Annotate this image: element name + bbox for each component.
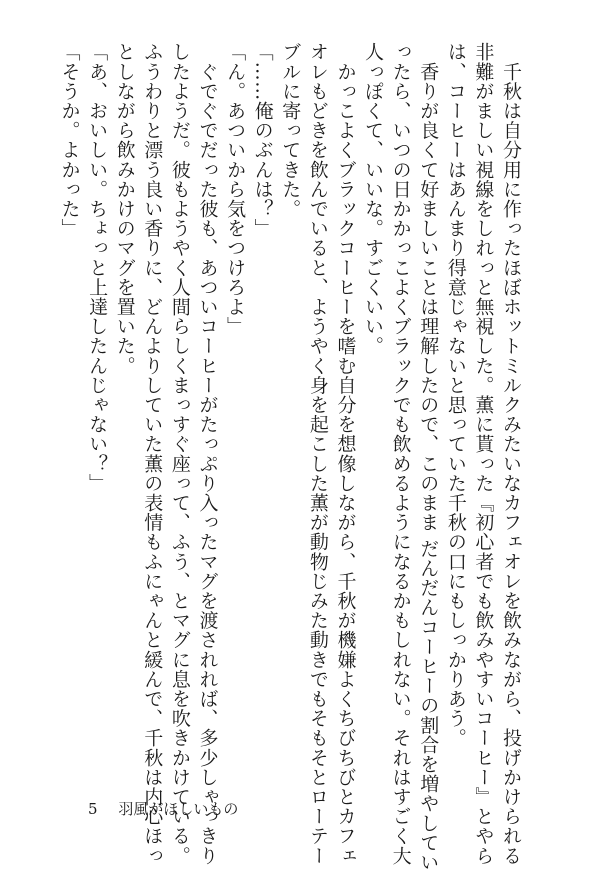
text-line: 人っぽくて、いいな。すごくいい。 bbox=[362, 42, 385, 356]
text-line: 千秋は自分用に作ったほぼホットミルクみたいなカフェオレを飲みながら、投げかけられる bbox=[500, 42, 522, 866]
text-line: オレもどきを飲んでいると、ようやく身を起こした薫が動物じみた動きでもそもそとローテー bbox=[306, 42, 329, 866]
text-line: 「あ、おいしい。ちょっと上達したんじゃない？」 bbox=[86, 42, 109, 493]
page-number: 5 bbox=[88, 800, 98, 818]
text-line: としながら飲みかけのマグを置いた。 bbox=[113, 42, 136, 376]
text-line: ブルに寄ってきた。 bbox=[279, 42, 302, 219]
running-title: 羽風がほしいもの bbox=[118, 800, 239, 818]
text-line: 「そうか。よかった」 bbox=[58, 42, 81, 238]
text-line: 非難がましい視線をしれっと無視した。薫に貰った『初心者でも飲みやすいコーヒー』とやら bbox=[472, 42, 495, 866]
text-line: 「ん。あついから気をつけろよ」 bbox=[224, 42, 247, 336]
text-line: かっこよくブラックコーヒーを嗜む自分を想像しながら、千秋が機嫌よくちびちびとカフェ bbox=[334, 42, 357, 866]
text-line: 香りが良くて好ましいことは理解したので、このまま だんだんコーヒーの割合を増やしてい bbox=[417, 42, 440, 872]
text-line: ぐでぐでだった彼も、あついコーヒーがたっぷり入ったマグを渡されれば、多少しゃっきり bbox=[196, 42, 219, 866]
page-footer bbox=[88, 798, 238, 819]
text-line: ったら、いつの日かかっこよくブラックでも飲めるようになるかもしれない。それはすごく大 bbox=[389, 42, 412, 866]
text-line: したようだ。彼もようやく人間らしくまっすぐ座って、ふう、とマグに息を吹きかけている。 bbox=[168, 42, 191, 866]
text-line: ふうわりと漂う良い香りに、どんよりしていた薫の表情もふにゃんと緩んで、千秋は内心ほっ bbox=[141, 42, 164, 866]
text-line: 「……俺のぶんは？」 bbox=[251, 42, 274, 238]
text-line: は、コーヒーはあんまり得意じゃないと思っていた千秋の口にもしっかりあう。 bbox=[444, 42, 467, 748]
